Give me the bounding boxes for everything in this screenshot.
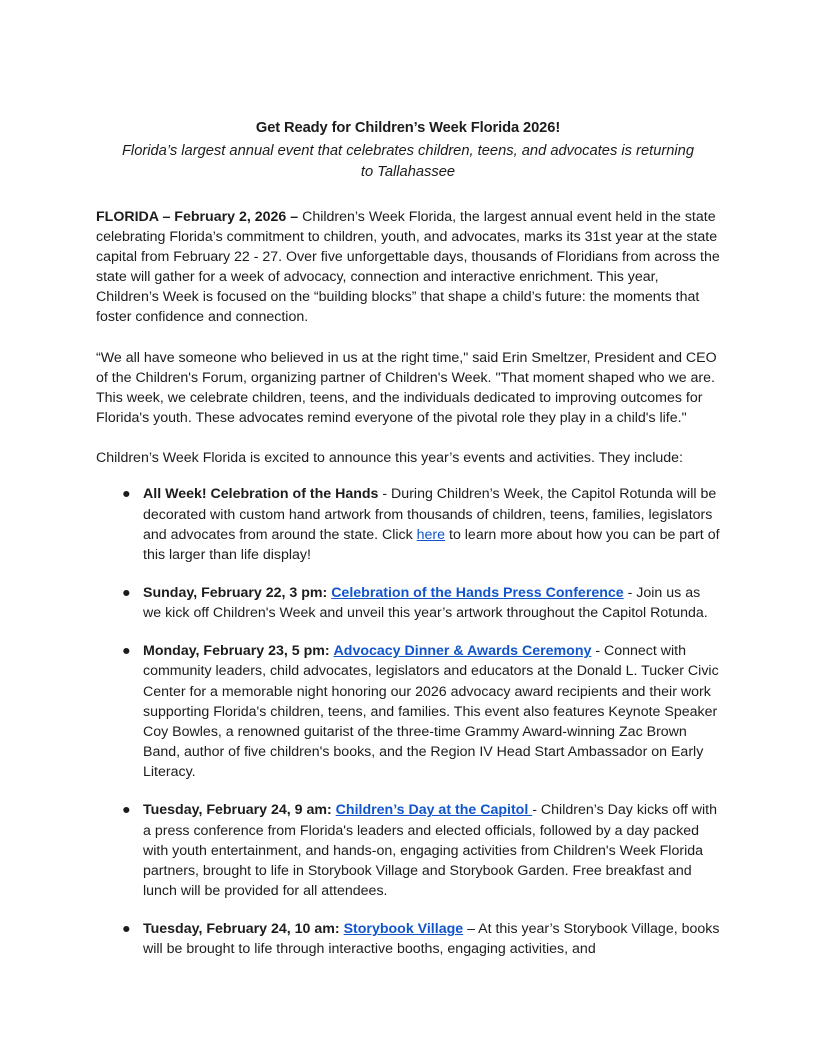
event-lead: Sunday, February 22, 3 pm:	[143, 584, 328, 601]
event-lead: Tuesday, February 24, 9 am:	[143, 802, 332, 819]
intro-body-text: Children’s Week Florida, the largest annual event held in the state celebrating Florida’s commitment to children, youth, and advocates, marks its 31st year at the state capital from February 22 - 27. Over five unforgettable days, thousands of Floridians from across the state will gather for a week of advocacy, connection and interactive enrichment. This year, Children’s Week is focused on the “building blocks” that shape a child’s future: the moments that foster confidence and connection.	[96, 208, 720, 326]
page-subtitle: Florida’s largest annual event that celebrates children, teens, and advocates is returning to Tallahassee	[121, 142, 695, 180]
spacer	[96, 428, 720, 448]
bullet-icon: ●	[122, 584, 131, 601]
bullet-icon: ●	[122, 802, 131, 819]
spacer	[96, 328, 720, 348]
event-text-after-link: to learn more about how you can be part of this larger than life display!	[143, 526, 720, 563]
event-list	[96, 484, 720, 959]
event-link[interactable]: Storybook Village	[343, 921, 464, 938]
event-lead: Monday, February 23, 5 pm:	[143, 643, 330, 660]
event-list-item	[96, 800, 720, 901]
event-text-before-link: - During Children’s Week, the Capitol Rotunda will be decorated with custom hand artwork from thousands of children, teens, families, legislators and advocates from around the state. Click	[143, 486, 717, 543]
event-list-item	[96, 583, 720, 623]
event-list-item	[96, 484, 720, 565]
spacer	[96, 183, 720, 207]
list-intro-paragraph: Children’s Week Florida is excited to announce this year’s events and activities. They include:	[96, 450, 683, 467]
event-link[interactable]: Advocacy Dinner & Awards Ceremony	[333, 643, 592, 660]
page-title: Get Ready for Children’s Week Florida 2026!	[255, 120, 561, 136]
bullet-icon: ●	[122, 921, 131, 938]
event-link[interactable]: here	[416, 526, 446, 543]
quote-paragraph: “We all have someone who believed in us at the right time," said Erin Smeltzer, President and CEO of the Children's Forum, organizing partner of Children's Week. "That moment shaped who we are. This week, we celebrate children, teens, and the individuals dedicated to improving outcomes for Florida's youth. These advocates remind everyone of the pivotal role they play in a child's life."	[96, 349, 717, 427]
bullet-icon: ●	[122, 643, 131, 660]
spacer	[96, 468, 720, 484]
dateline: FLORIDA – February 2, 2026 –	[96, 208, 299, 225]
event-text-after-link: - Join us as we kick off Children's Week and unveil this year’s artwork throughout the Capitol Rotunda.	[143, 584, 708, 622]
event-list-item	[96, 919, 720, 959]
event-text-after-link: - Children’s Day kicks off with a press conference from Florida's leaders and elected officials, followed by a day packed with youth entertainment, and hands-on, engaging activities from Children's Week Florida partners, brought to life in Storybook Village and Storybook Garden. Free breakfast and lunch will be provided for all attendees.	[143, 802, 717, 899]
event-lead: Tuesday, February 24, 10 am:	[143, 921, 340, 938]
event-text-after-link: - Connect with community leaders, child advocates, legislators and educators at the Donald L. Tucker Civic Center for a memorable night honoring our 2026 advocacy award recipients and their work supporting Florida's children, teens, and families. This event also features Keynote Speaker Coy Bowles, a renowned guitarist of the three-time Grammy Award-winning Zac Brown Band, author of five children's books, and the Region IV Head Start Ambassador on Early Literacy.	[143, 643, 719, 781]
event-text-after-link: – At this year’s Storybook Village, books will be brought to life through interactive booths, engaging activities, and	[143, 921, 720, 958]
event-lead: All Week! Celebration of the Hands	[143, 486, 379, 503]
intro-paragraph	[96, 207, 720, 328]
event-link[interactable]: Celebration of the Hands Press Conference	[331, 584, 624, 601]
bullet-icon: ●	[122, 486, 131, 503]
event-link[interactable]: Children’s Day at the Capitol	[335, 802, 533, 819]
event-list-item	[96, 641, 720, 782]
